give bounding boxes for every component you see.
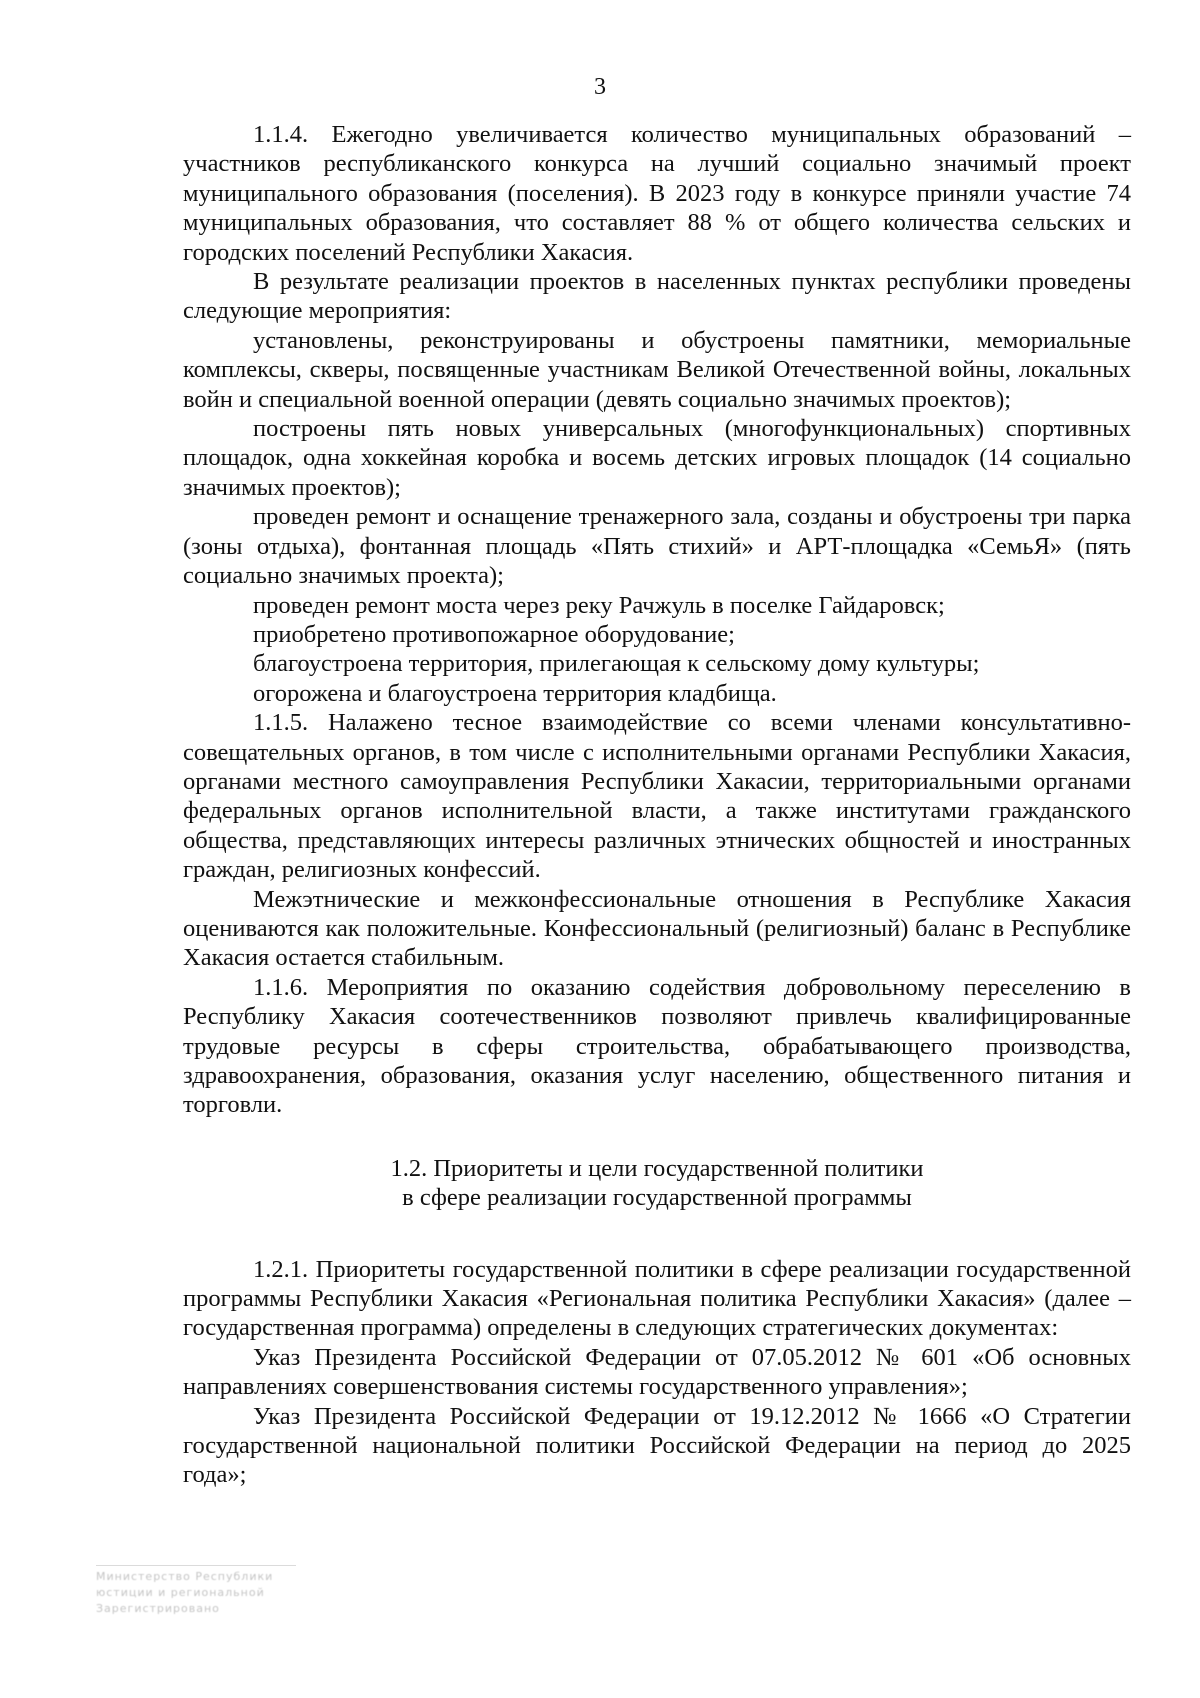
section-heading-1-2	[183, 1154, 1131, 1213]
document-body	[183, 120, 1131, 1490]
decree-1666: Указ Президента Российской Федерации от 19.12.2012 № 1666 «О Стратегии государственной национальной политики Российской Федерации на период до 2025 года»;	[183, 1402, 1131, 1489]
stamp-line-3: Зарегистрировано	[96, 1602, 220, 1615]
paragraph-results-intro: В результате реализации проектов в населенных пунктах республики проведены следующие мероприятия:	[183, 268, 1131, 325]
list-item-parks: проведен ремонт и оснащение тренажерного зала, созданы и обустроены три парка (зоны отдыха), фонтанная площадь «Пять стихий» и АРТ-площадка «СемьЯ» (пять социально значимых проекта);	[183, 503, 1131, 590]
list-item-culture-house: благоустроена территория, прилегающая к сельскому дому культуры;	[253, 650, 980, 678]
list-item-monuments: установлены, реконструированы и обустроены памятники, мемориальные комплексы, скверы, посвященные участникам Великой Отечественной войны, локальных войн и специальной военной операции (девять социально значимых проектов);	[183, 326, 1131, 413]
paragraph-1-1-5: 1.1.5. Налажено тесное взаимодействие со всеми членами консультативно-совещательных органов, в том числе с исполнительными органами Республики Хакасия, органами местного самоуправления Республики Хакасии, территориальными органами федеральных органов исполнительной власти, а также институтами гражданского общества, представляющих интересы различных этнических общностей и иностранных граждан, религиозных конфессий.	[183, 709, 1131, 884]
list-item-bridge: проведен ремонт моста через реку Рачжуль в поселке Гайдаровск;	[253, 591, 945, 619]
paragraph-1-1-4: 1.1.4. Ежегодно увеличивается количество муниципальных образований – участников республиканского конкурса на лучший социально значимый проект муниципального образования (поселения). В 2023 году в конкурсе приняли участие 74 муниципальных образования, что составляет 88 % от общего количества сельских и городских поселений Республики Хакасия.	[183, 121, 1131, 266]
section-heading-line-1: 1.2. Приоритеты и цели государственной политики	[390, 1154, 924, 1182]
stamp-line-2: юстиции и региональной	[96, 1586, 265, 1599]
page-number: 3	[594, 74, 606, 100]
list-item-sport-grounds: построены пять новых универсальных (многофункциональных) спортивных площадок, одна хоккейная коробка и восемь детских игровых площадок (14 социально значимых проектов);	[183, 415, 1131, 501]
paragraph-interethnic: Межэтнические и межконфессиональные отношения в Республике Хакасия оцениваются как положительные. Конфессиональный (религиозный) баланс в Республике Хакасия остается стабильным.	[183, 885, 1131, 972]
section-heading-line-2: в сфере реализации государственной программы	[402, 1184, 912, 1212]
list-item-cemetery: огорожена и благоустроена территория кладбища.	[253, 679, 777, 707]
paragraph-1-2-1: 1.2.1. Приоритеты государственной политики в сфере реализации государственной программы Республики Хакасия «Региональная политика Республики Хакасия» (далее – государственная программа) определены в следующих стратегических документах:	[183, 1255, 1131, 1342]
stamp-rule	[96, 1565, 296, 1566]
decree-601: Указ Президента Российской Федерации от 07.05.2012 № 601 «Об основных направлениях совершенствования системы государственного управления»;	[183, 1343, 1131, 1401]
registration-stamp	[96, 1562, 306, 1644]
list-item-fire-equipment: приобретено противопожарное оборудование;	[253, 620, 735, 648]
paragraph-1-1-6: 1.1.6. Мероприятия по оказанию содействия добровольному переселению в Республику Хакасия соотечественников позволяют привлечь квалифицированные трудовые ресурсы в сферы строительства, обрабатывающего производства, здравоохранения, образования, оказания услуг населению, общественного питания и торговли.	[183, 973, 1131, 1119]
stamp-line-1: Министерство Республики	[96, 1570, 274, 1583]
